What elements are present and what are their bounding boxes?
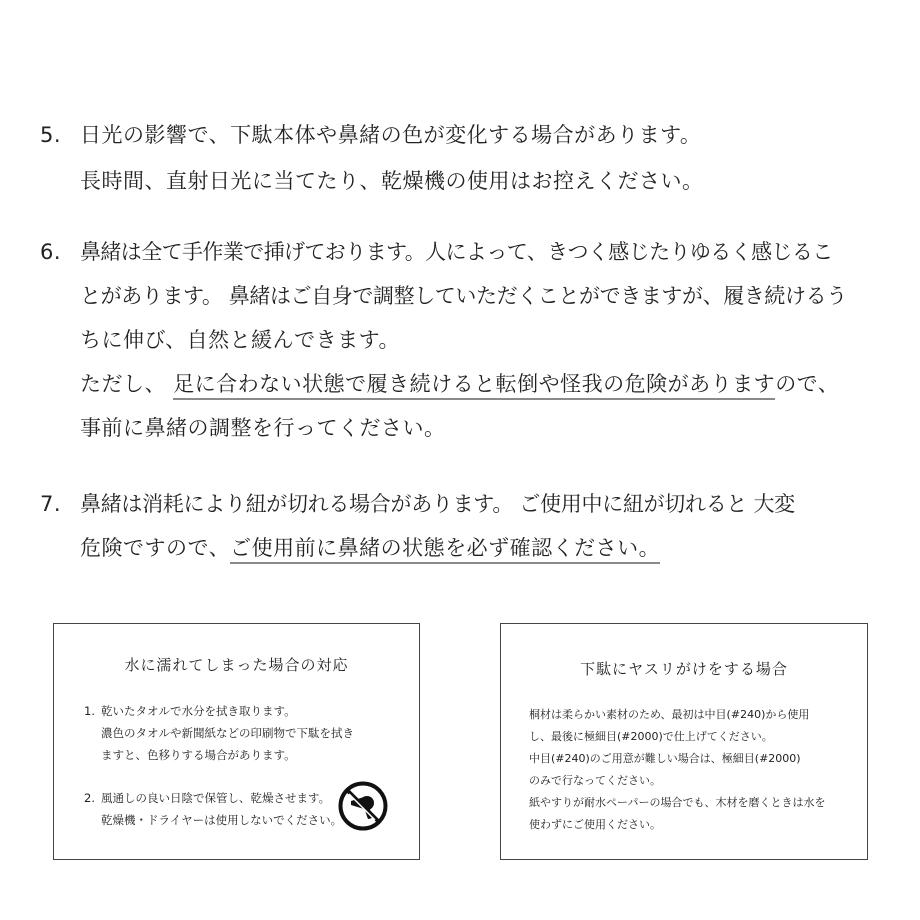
note-number: 6. bbox=[40, 240, 62, 264]
note-line: とがあります。 鼻緒はご自身で調整していただくことができますが、履き続けるう bbox=[80, 284, 847, 308]
warning-prefix: 危険ですので、 bbox=[80, 536, 231, 560]
sanding-line: し、最後に極細目(#2000)で仕上げてください。 bbox=[529, 730, 773, 743]
note-line: 日光の影響で、下駄本体や鼻緒の色が変化する場合があります。 bbox=[80, 123, 702, 147]
warning-suffix: ので、 bbox=[775, 372, 840, 396]
sanding-line: のみで行なってください。 bbox=[529, 774, 661, 787]
warning-prefix: ただし、 bbox=[80, 372, 174, 396]
note-line: 鼻緒は全て手作業で挿げております。人によって、きつく感じたりゆるく感じるこ bbox=[80, 240, 833, 264]
step-line: 乾いたタオルで水分を拭き取ります。 bbox=[101, 704, 296, 718]
note-number: 5. bbox=[40, 123, 62, 147]
warning-underlined-text: ご使用前に鼻緒の状態を必ず確認ください。 bbox=[230, 536, 660, 564]
step-line: ますと、色移りする場合があります。 bbox=[101, 748, 296, 762]
sanding-line: 桐材は柔らかい素材のため、最初は中目(#240)から使用 bbox=[529, 708, 810, 721]
no-dryer-icon bbox=[337, 780, 389, 832]
step-number: 2. bbox=[84, 791, 95, 805]
sanding-title: 下駄にヤスリがけをする場合 bbox=[580, 660, 788, 678]
note-warning-line bbox=[80, 533, 660, 563]
note-warning-line bbox=[80, 369, 839, 399]
sanding-line: 使わずにご使用ください。 bbox=[529, 818, 661, 831]
note-line: 鼻緒は消耗により紐が切れる場合があります。 ご使用中に紐が切れると 大変 bbox=[80, 492, 795, 516]
sanding-box bbox=[500, 623, 868, 860]
sanding-line: 紙やすりが耐水ペーパーの場合でも、木材を磨くときは水を bbox=[529, 796, 826, 809]
note-line: 事前に鼻緒の調整を行ってください。 bbox=[80, 416, 446, 440]
note-number: 7. bbox=[40, 492, 62, 516]
step-line: 乾燥機・ドライヤーは使用しないでください。 bbox=[101, 813, 343, 827]
note-line: ちに伸び、自然と緩んできます。 bbox=[80, 328, 400, 352]
sanding-line: 中目(#240)のご用意が難しい場合は、極細目(#2000) bbox=[529, 752, 801, 765]
warning-underlined-text: 足に合わない状態で履き続けると転倒や怪我の危険があります bbox=[173, 372, 775, 400]
note-line: 長時間、直射日光に当てたり、乾燥機の使用はお控えください。 bbox=[80, 169, 704, 193]
wet-care-box bbox=[53, 623, 420, 860]
wet-care-title: 水に濡れてしまった場合の対応 bbox=[124, 656, 349, 674]
step-line: 濃色のタオルや新聞紙などの印刷物で下駄を拭き bbox=[101, 726, 354, 740]
step-line: 風通しの良い日陰で保管し、乾燥させます。 bbox=[101, 791, 331, 805]
step-number: 1. bbox=[84, 704, 95, 718]
